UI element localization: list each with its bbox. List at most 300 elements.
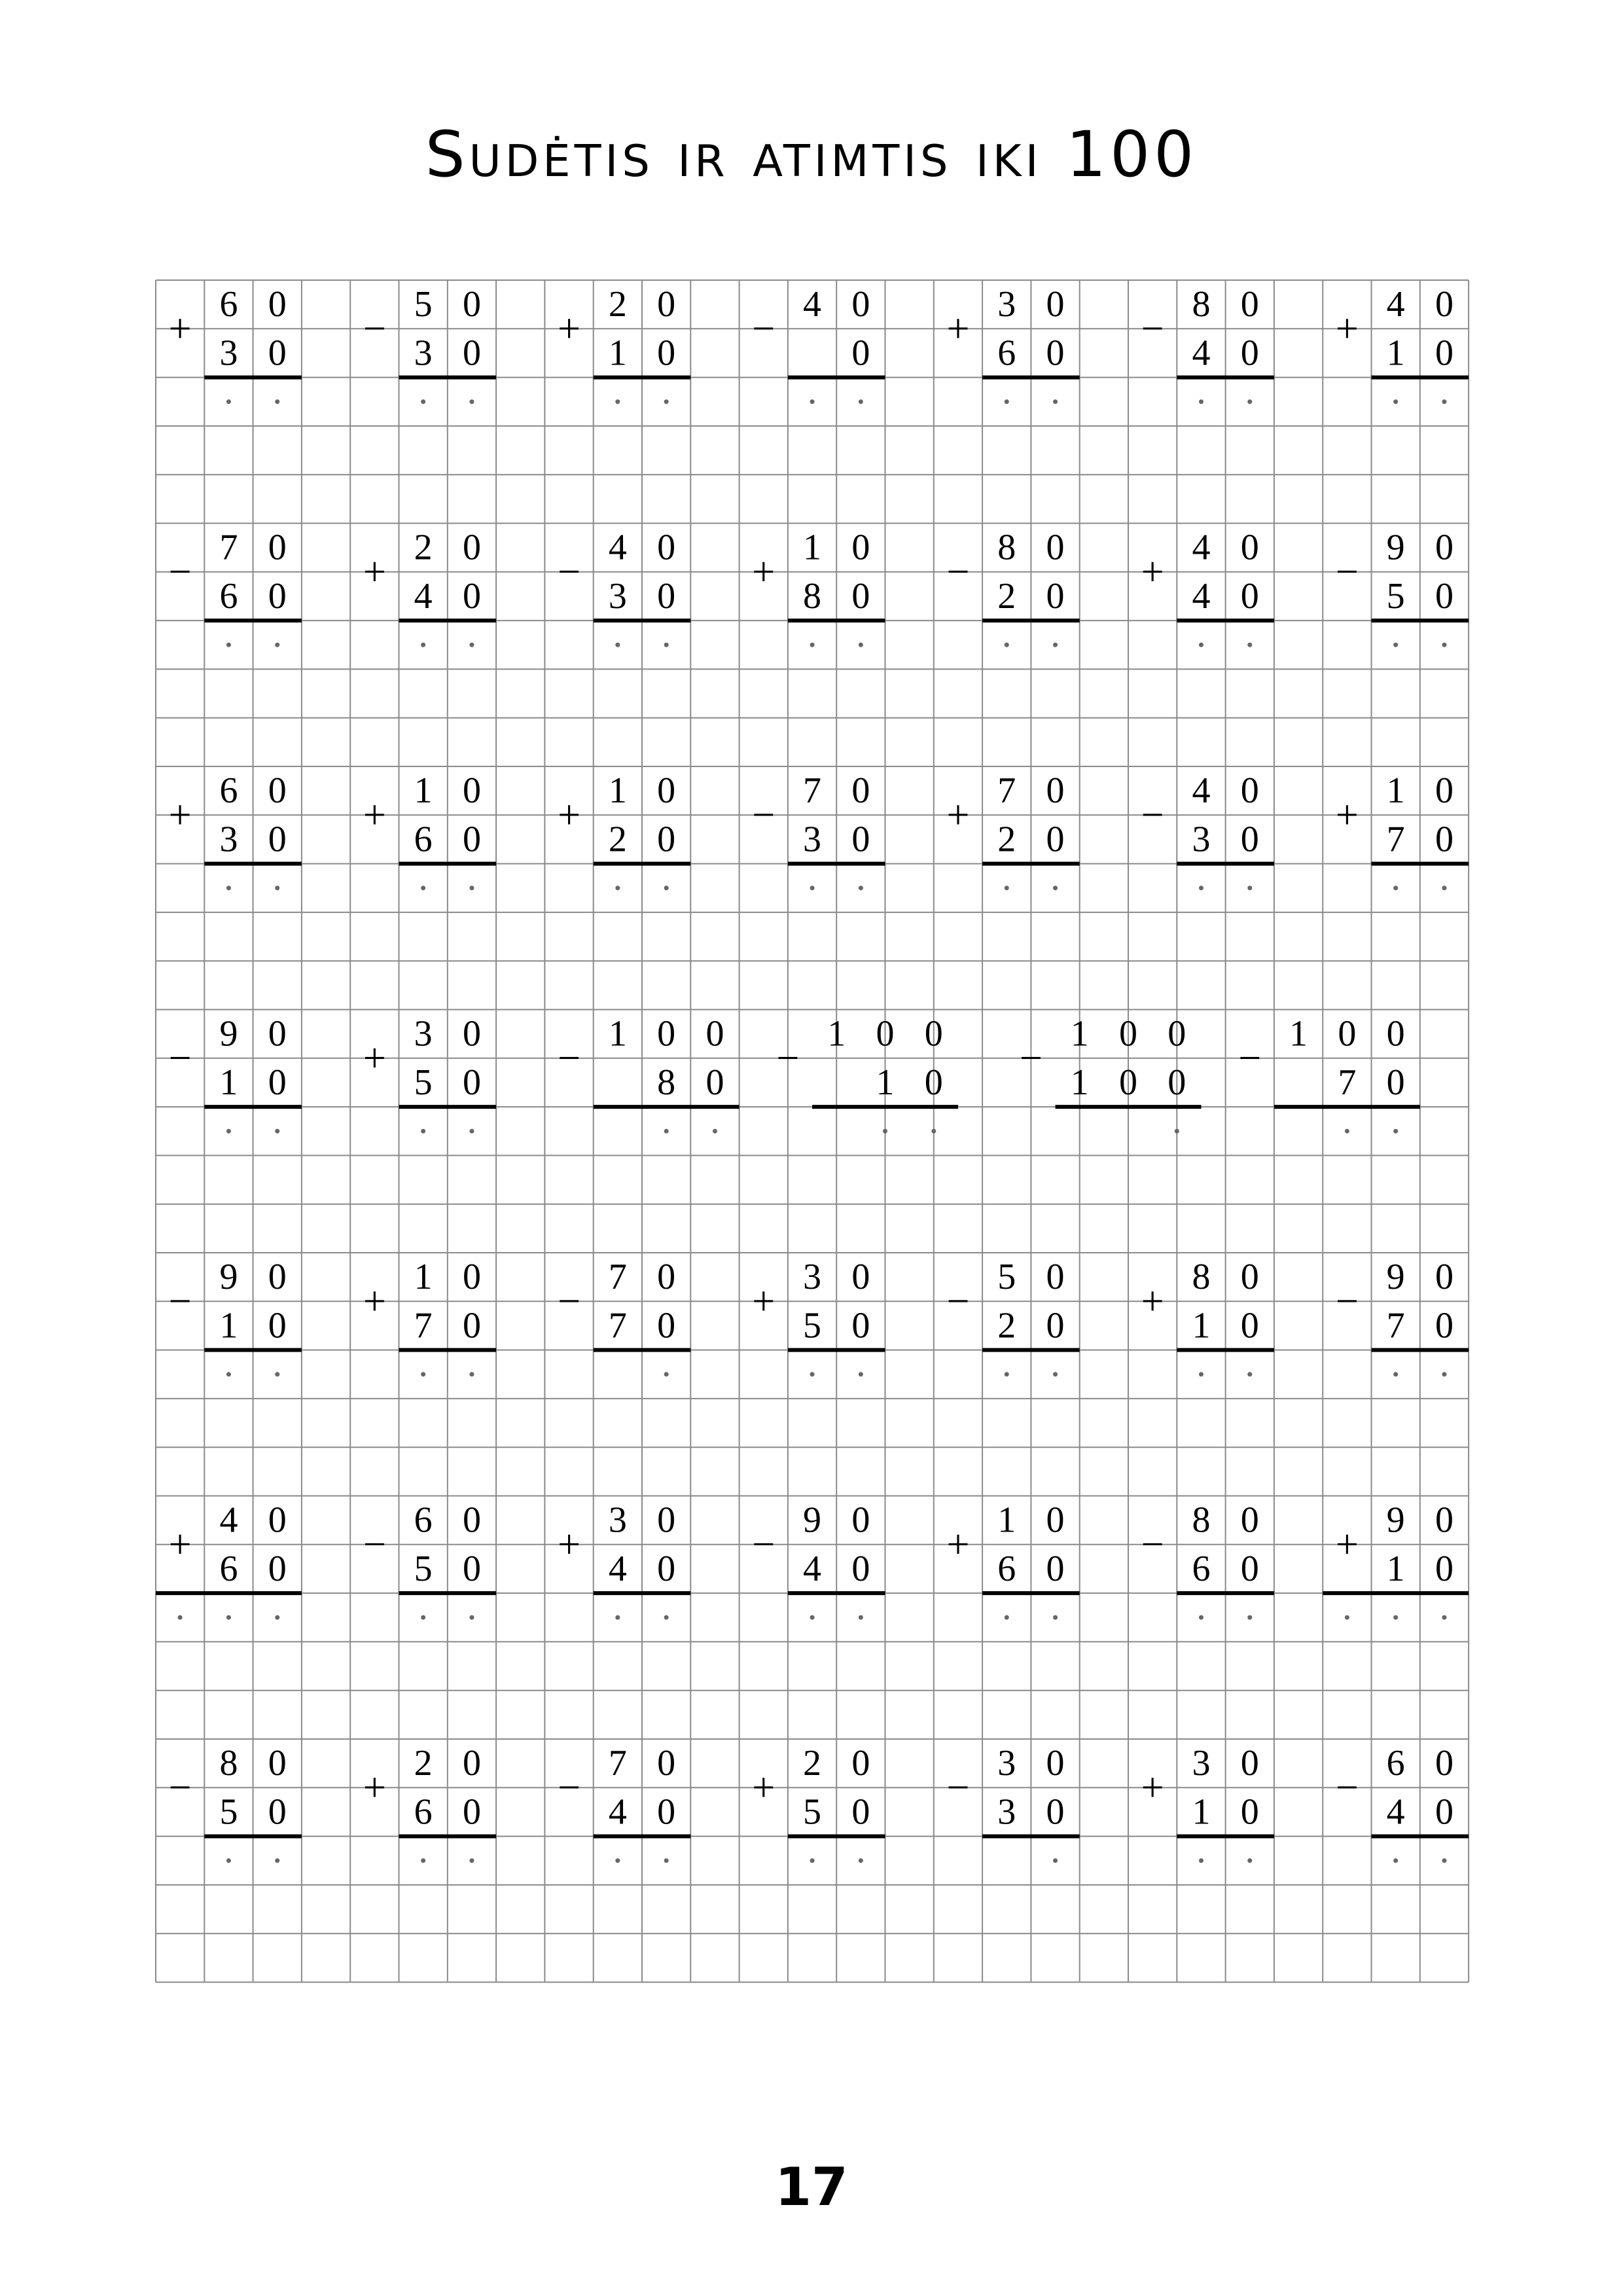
- bottom-number-digit: 0: [268, 1548, 287, 1589]
- bottom-number-digit: 1: [219, 1062, 238, 1103]
- top-number-digit: 0: [1046, 1499, 1065, 1541]
- top-number-digit: 4: [1386, 284, 1405, 325]
- bottom-number-digit: 0: [268, 1062, 287, 1103]
- top-number-digit: 0: [268, 527, 287, 568]
- top-number-digit: 0: [851, 1257, 870, 1298]
- answer-dot: [1005, 399, 1009, 404]
- bottom-number-digit: 0: [851, 1791, 870, 1833]
- operator-sign: +: [363, 549, 386, 594]
- top-number-digit: 0: [462, 1013, 481, 1054]
- bottom-number-digit: 0: [1240, 1548, 1259, 1589]
- top-number-digit: 1: [608, 770, 627, 812]
- top-number-digit: 1: [803, 527, 822, 568]
- top-number-digit: 0: [462, 284, 481, 325]
- bottom-number-digit: 0: [657, 1791, 676, 1833]
- bottom-number-digit: 0: [1168, 1062, 1186, 1103]
- bottom-number-digit: 3: [1192, 819, 1211, 860]
- answer-dot: [1005, 886, 1009, 890]
- operator-sign: −: [1238, 1035, 1262, 1081]
- top-number-digit: 9: [803, 1499, 822, 1541]
- operator-sign: +: [946, 793, 970, 838]
- bottom-number-digit: 7: [1338, 1062, 1357, 1103]
- answer-dot: [664, 886, 669, 890]
- bottom-number-digit: 5: [803, 1305, 822, 1346]
- answer-dot: [1442, 886, 1446, 890]
- operator-sign: −: [363, 1522, 386, 1567]
- bottom-number-digit: 0: [1386, 1062, 1405, 1103]
- top-number-digit: 0: [851, 284, 870, 325]
- answer-dot: [859, 1615, 863, 1620]
- bottom-number-digit: 7: [414, 1305, 433, 1346]
- bottom-number-digit: 2: [997, 575, 1016, 617]
- top-number-digit: 1: [608, 1013, 627, 1054]
- top-number-digit: 1: [414, 770, 433, 812]
- top-number-digit: 1: [827, 1013, 846, 1054]
- operator-sign: −: [1335, 549, 1359, 594]
- top-number-digit: 0: [1338, 1013, 1357, 1054]
- operator-sign: +: [946, 1522, 970, 1567]
- top-number-digit: 0: [1386, 1013, 1405, 1054]
- answer-dot: [664, 1858, 669, 1863]
- bottom-number-digit: 0: [657, 1548, 676, 1589]
- answer-dot: [226, 1615, 231, 1620]
- answer-dot: [1053, 886, 1058, 890]
- bottom-number-digit: 5: [803, 1791, 822, 1833]
- answer-dot: [226, 643, 231, 647]
- operator-sign: +: [752, 1279, 776, 1324]
- bottom-number-digit: 0: [851, 1305, 870, 1346]
- operator-sign: −: [946, 1765, 970, 1810]
- top-number-digit: 9: [219, 1013, 238, 1054]
- operator-sign: −: [1335, 1279, 1359, 1324]
- bottom-number-digit: 8: [657, 1062, 676, 1103]
- problems: [156, 284, 1469, 1863]
- bottom-number-digit: 7: [1386, 819, 1405, 860]
- bottom-number-digit: 5: [414, 1548, 433, 1589]
- top-number-digit: 0: [1046, 284, 1065, 325]
- bottom-number-digit: 0: [1046, 1305, 1065, 1346]
- operator-sign: +: [363, 1035, 386, 1081]
- top-number-digit: 0: [1046, 1257, 1065, 1298]
- bottom-number-digit: 1: [1192, 1305, 1211, 1346]
- operator-sign: +: [1141, 549, 1164, 594]
- bottom-number-digit: 0: [924, 1062, 943, 1103]
- answer-dot: [226, 1858, 231, 1863]
- answer-dot: [859, 886, 863, 890]
- operator-sign: −: [1141, 793, 1164, 838]
- top-number-digit: 1: [1386, 770, 1405, 812]
- top-number-digit: 9: [1386, 1499, 1405, 1541]
- bottom-number-digit: 0: [1046, 332, 1065, 374]
- page-title: Sudėtis ir atimtis iki 100: [425, 118, 1198, 191]
- answer-dot: [469, 1615, 474, 1620]
- answer-dot: [1053, 1615, 1058, 1620]
- answer-dot: [421, 1615, 425, 1620]
- bottom-number-digit: 8: [803, 575, 822, 617]
- top-number-digit: 3: [997, 1743, 1016, 1784]
- answer-dot: [421, 1129, 425, 1134]
- bottom-number-digit: 0: [1240, 819, 1259, 860]
- top-number-digit: 0: [657, 527, 676, 568]
- operator-sign: −: [168, 1765, 192, 1810]
- answer-dot: [469, 886, 474, 890]
- top-number-digit: 0: [851, 1499, 870, 1541]
- top-number-digit: 0: [1240, 1257, 1259, 1298]
- top-number-digit: 0: [851, 1743, 870, 1784]
- top-number-digit: 7: [803, 770, 822, 812]
- answer-dot: [1393, 886, 1398, 890]
- answer-dot: [1199, 886, 1204, 890]
- answer-dot: [810, 643, 815, 647]
- top-number-digit: 0: [876, 1013, 895, 1054]
- top-number-digit: 8: [997, 527, 1016, 568]
- answer-dot: [275, 886, 279, 890]
- operator-sign: −: [1335, 1765, 1359, 1810]
- bottom-number-digit: 0: [1435, 575, 1454, 617]
- top-number-digit: 4: [1192, 770, 1211, 812]
- bottom-number-digit: 3: [803, 819, 822, 860]
- answer-dot: [275, 399, 279, 404]
- bottom-number-digit: 1: [219, 1305, 238, 1346]
- top-number-digit: 8: [1192, 284, 1211, 325]
- answer-dot: [1247, 643, 1252, 647]
- top-number-digit: 0: [1435, 1743, 1454, 1784]
- bottom-number-digit: 1: [608, 332, 627, 374]
- answer-dot: [810, 1615, 815, 1620]
- top-number-digit: 3: [1192, 1743, 1211, 1784]
- bottom-number-digit: 7: [608, 1305, 627, 1346]
- operator-sign: +: [168, 306, 192, 351]
- answer-dot: [469, 643, 474, 647]
- operator-sign: +: [363, 1279, 386, 1324]
- operator-sign: −: [558, 1035, 581, 1081]
- answer-dot: [1199, 1615, 1204, 1620]
- operator-sign: +: [168, 1522, 192, 1567]
- answer-dot: [664, 1372, 669, 1376]
- answer-dot: [664, 643, 669, 647]
- bottom-number-digit: 4: [1192, 332, 1211, 374]
- answer-dot: [1175, 1129, 1179, 1134]
- top-number-digit: 7: [608, 1257, 627, 1298]
- bottom-number-digit: 2: [997, 819, 1016, 860]
- answer-dot: [1345, 1129, 1349, 1134]
- answer-dot: [275, 1858, 279, 1863]
- operator-sign: +: [363, 793, 386, 838]
- answer-dot: [664, 1129, 669, 1134]
- bottom-number-digit: 4: [608, 1791, 627, 1833]
- answer-dot: [421, 1858, 425, 1863]
- operator-sign: −: [363, 306, 386, 351]
- answer-dot: [1005, 1615, 1009, 1620]
- top-number-digit: 0: [1046, 770, 1065, 812]
- top-number-digit: 7: [997, 770, 1016, 812]
- bottom-number-digit: 4: [414, 575, 433, 617]
- bottom-number-digit: 6: [219, 575, 238, 617]
- bottom-number-digit: 0: [268, 575, 287, 617]
- answer-dot: [275, 1129, 279, 1134]
- top-number-digit: 0: [657, 1499, 676, 1541]
- top-number-digit: 4: [1192, 527, 1211, 568]
- top-number-digit: 0: [462, 1499, 481, 1541]
- answer-dot: [859, 643, 863, 647]
- top-number-digit: 5: [997, 1257, 1016, 1298]
- answer-dot: [1442, 1615, 1446, 1620]
- top-number-digit: 0: [851, 770, 870, 812]
- operator-sign: +: [1335, 793, 1359, 838]
- answer-dot: [1247, 1372, 1252, 1376]
- top-number-digit: 0: [268, 284, 287, 325]
- bottom-number-digit: 0: [268, 1791, 287, 1833]
- bottom-number-digit: 0: [1435, 332, 1454, 374]
- operator-sign: −: [1141, 1522, 1164, 1567]
- top-number-digit: 0: [657, 1743, 676, 1784]
- answer-dot: [1199, 643, 1204, 647]
- operator-sign: −: [168, 1035, 192, 1081]
- bottom-number-digit: 0: [657, 1305, 676, 1346]
- top-number-digit: 0: [1168, 1013, 1186, 1054]
- answer-dot: [1005, 1372, 1009, 1376]
- answer-dot: [810, 1372, 815, 1376]
- bottom-number-digit: 0: [851, 1548, 870, 1589]
- answer-dot: [615, 643, 620, 647]
- operator-sign: +: [1141, 1279, 1164, 1324]
- answer-dot: [713, 1129, 717, 1134]
- bottom-number-digit: 5: [414, 1062, 433, 1103]
- bottom-number-digit: 6: [997, 332, 1016, 374]
- operator-sign: +: [946, 306, 970, 351]
- top-number-digit: 0: [851, 527, 870, 568]
- bottom-number-digit: 0: [851, 575, 870, 617]
- answer-dot: [1199, 1372, 1204, 1376]
- answer-dot: [859, 399, 863, 404]
- answer-dot: [1053, 1372, 1058, 1376]
- top-number-digit: 0: [462, 527, 481, 568]
- bottom-number-digit: 0: [1046, 575, 1065, 617]
- answer-dot: [1247, 1858, 1252, 1863]
- answer-dot: [1199, 399, 1204, 404]
- operator-sign: −: [558, 1279, 581, 1324]
- top-number-digit: 6: [414, 1499, 433, 1541]
- top-number-digit: 3: [803, 1257, 822, 1298]
- top-number-digit: 5: [414, 284, 433, 325]
- answer-dot: [810, 886, 815, 890]
- top-number-digit: 7: [608, 1743, 627, 1784]
- bottom-number-digit: 0: [657, 575, 676, 617]
- answer-dot: [1005, 643, 1009, 647]
- top-number-digit: 0: [1240, 770, 1259, 812]
- operator-sign: −: [1141, 306, 1164, 351]
- operator-sign: −: [946, 1279, 970, 1324]
- operator-sign: −: [168, 549, 192, 594]
- answer-dot: [664, 1615, 669, 1620]
- top-number-digit: 1: [1070, 1013, 1089, 1054]
- answer-dot: [421, 643, 425, 647]
- top-number-digit: 0: [657, 1013, 676, 1054]
- top-number-digit: 1: [1289, 1013, 1308, 1054]
- answer-dot: [615, 1615, 620, 1620]
- operator-sign: +: [168, 793, 192, 838]
- answer-dot: [615, 399, 620, 404]
- bottom-number-digit: 6: [219, 1548, 238, 1589]
- bottom-number-digit: 2: [608, 819, 627, 860]
- operator-sign: +: [752, 549, 776, 594]
- top-number-digit: 0: [268, 1743, 287, 1784]
- answer-dot: [275, 1372, 279, 1376]
- operator-sign: −: [752, 306, 776, 351]
- bottom-number-digit: 0: [851, 819, 870, 860]
- bottom-number-digit: 0: [268, 819, 287, 860]
- answer-dot: [1393, 1129, 1398, 1134]
- operator-sign: +: [1335, 306, 1359, 351]
- operator-sign: +: [558, 1522, 581, 1567]
- top-number-digit: 3: [997, 284, 1016, 325]
- answer-dot: [1393, 1372, 1398, 1376]
- answer-dot: [421, 886, 425, 890]
- answer-dot: [931, 1129, 936, 1134]
- top-number-digit: 6: [219, 770, 238, 812]
- bottom-number-digit: 4: [803, 1548, 822, 1589]
- answer-dot: [469, 1129, 474, 1134]
- operator-sign: +: [752, 1765, 776, 1810]
- bottom-number-digit: 7: [1386, 1305, 1405, 1346]
- answer-dot: [1345, 1615, 1349, 1620]
- bottom-number-digit: 6: [414, 819, 433, 860]
- top-number-digit: 8: [1192, 1499, 1211, 1541]
- top-number-digit: 3: [608, 1499, 627, 1541]
- top-number-digit: 0: [1240, 1499, 1259, 1541]
- bottom-number-digit: 0: [1435, 1548, 1454, 1589]
- bottom-number-digit: 2: [997, 1305, 1016, 1346]
- top-number-digit: 0: [1119, 1013, 1137, 1054]
- answer-dot: [615, 886, 620, 890]
- top-number-digit: 0: [268, 1499, 287, 1541]
- top-number-digit: 2: [608, 284, 627, 325]
- top-number-digit: 0: [462, 770, 481, 812]
- top-number-digit: 0: [924, 1013, 943, 1054]
- bottom-number-digit: 3: [608, 575, 627, 617]
- answer-dot: [859, 1858, 863, 1863]
- answer-dot: [883, 1129, 887, 1134]
- top-number-digit: 8: [219, 1743, 238, 1784]
- answer-dot: [1247, 399, 1252, 404]
- bottom-number-digit: 6: [414, 1791, 433, 1833]
- bottom-number-digit: 0: [657, 332, 676, 374]
- bottom-number-digit: 0: [1240, 1305, 1259, 1346]
- top-number-digit: 1: [414, 1257, 433, 1298]
- answer-dot: [1393, 643, 1398, 647]
- top-number-digit: 4: [219, 1499, 238, 1541]
- bottom-number-digit: 3: [219, 332, 238, 374]
- top-number-digit: 9: [219, 1257, 238, 1298]
- bottom-number-digit: 0: [1240, 1791, 1259, 1833]
- bottom-number-digit: 0: [1435, 1305, 1454, 1346]
- bottom-number-digit: 4: [1386, 1791, 1405, 1833]
- answer-dot: [810, 1858, 815, 1863]
- answer-dot: [1053, 643, 1058, 647]
- bottom-number-digit: 6: [1192, 1548, 1211, 1589]
- bottom-number-digit: 0: [462, 1305, 481, 1346]
- top-number-digit: 0: [268, 1013, 287, 1054]
- bottom-number-digit: 3: [219, 819, 238, 860]
- bottom-number-digit: 0: [1046, 1791, 1065, 1833]
- top-number-digit: 0: [1435, 770, 1454, 812]
- top-number-digit: 4: [803, 284, 822, 325]
- top-number-digit: 0: [1046, 527, 1065, 568]
- bottom-number-digit: 0: [1240, 575, 1259, 617]
- answer-dot: [1442, 399, 1446, 404]
- bottom-number-digit: 0: [1119, 1062, 1137, 1103]
- top-number-digit: 2: [414, 527, 433, 568]
- bottom-number-digit: 0: [705, 1062, 724, 1103]
- bottom-number-digit: 0: [462, 819, 481, 860]
- bottom-number-digit: 0: [462, 1548, 481, 1589]
- top-number-digit: 0: [462, 1743, 481, 1784]
- answer-dot: [615, 1858, 620, 1863]
- top-number-digit: 0: [268, 1257, 287, 1298]
- bottom-number-digit: 6: [997, 1548, 1016, 1589]
- answer-dot: [1247, 886, 1252, 890]
- top-number-digit: 0: [1240, 1743, 1259, 1784]
- bottom-number-digit: 0: [462, 1062, 481, 1103]
- top-number-digit: 0: [1240, 284, 1259, 325]
- operator-sign: +: [558, 793, 581, 838]
- bottom-number-digit: 1: [876, 1062, 895, 1103]
- bottom-number-digit: 0: [268, 1305, 287, 1346]
- answer-dot: [178, 1615, 183, 1620]
- top-number-digit: 0: [657, 1257, 676, 1298]
- answer-dot: [226, 1129, 231, 1134]
- answer-dot: [469, 1858, 474, 1863]
- bottom-number-digit: 3: [414, 332, 433, 374]
- top-number-digit: 0: [657, 284, 676, 325]
- bottom-number-digit: 1: [1070, 1062, 1089, 1103]
- answer-dot: [1442, 643, 1446, 647]
- bottom-number-digit: 5: [219, 1791, 238, 1833]
- operator-sign: −: [752, 1522, 776, 1567]
- bottom-number-digit: 1: [1386, 332, 1405, 374]
- answer-dot: [1393, 399, 1398, 404]
- top-number-digit: 2: [414, 1743, 433, 1784]
- bottom-number-digit: 0: [1435, 1791, 1454, 1833]
- top-number-digit: 6: [219, 284, 238, 325]
- answer-dot: [1393, 1858, 1398, 1863]
- top-number-digit: 9: [1386, 1257, 1405, 1298]
- bottom-number-digit: 1: [1386, 1548, 1405, 1589]
- bottom-number-digit: 0: [462, 332, 481, 374]
- answer-dot: [859, 1372, 863, 1376]
- top-number-digit: 0: [705, 1013, 724, 1054]
- top-number-digit: 0: [462, 1257, 481, 1298]
- bottom-number-digit: 1: [1192, 1791, 1211, 1833]
- answer-dot: [1442, 1858, 1446, 1863]
- answer-dot: [1199, 1858, 1204, 1863]
- bottom-number-digit: 0: [657, 819, 676, 860]
- operator-sign: −: [558, 1765, 581, 1810]
- bottom-number-digit: 0: [462, 575, 481, 617]
- operator-sign: +: [1335, 1522, 1359, 1567]
- top-number-digit: 0: [1435, 1257, 1454, 1298]
- top-number-digit: 0: [1046, 1743, 1065, 1784]
- bottom-number-digit: 0: [1435, 819, 1454, 860]
- answer-dot: [421, 399, 425, 404]
- answer-dot: [226, 886, 231, 890]
- answer-dot: [226, 1372, 231, 1376]
- top-number-digit: 0: [1240, 527, 1259, 568]
- bottom-number-digit: 0: [1046, 819, 1065, 860]
- top-number-digit: 9: [1386, 527, 1405, 568]
- bottom-number-digit: 0: [462, 1791, 481, 1833]
- answer-dot: [1442, 1372, 1446, 1376]
